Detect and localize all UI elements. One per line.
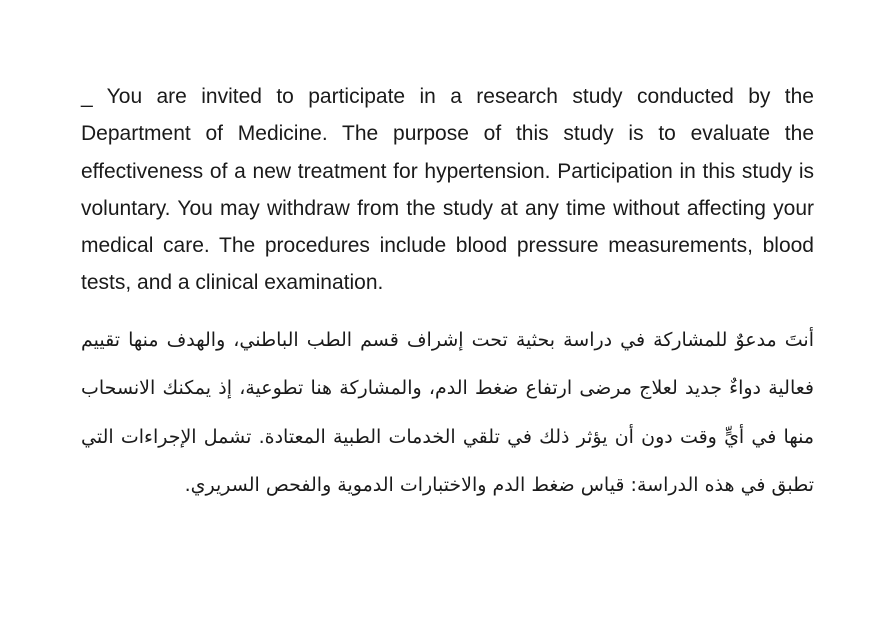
english-paragraph: _ You are invited to participate in a research study conducted by the Department of Medicine. The purpose of this study is to evaluate the effectiveness of a new treatment for hypertension. Participation in this study is voluntary. You may withdraw from the study at any time without affecting your medical care. The procedures include blood pressure measurements, blood tests, and a clinical examination.: [81, 85, 814, 295]
arabic-paragraph: أنتَ مدعوٌ للمشاركة في دراسة بحثية تحت إشراف قسم الطب الباطني، والهدف منها تقييم فعالية دواءٌ جديد لعلاج مرضى ارتفاع ضغط الدم، والمشاركة هنا تطوعية، إذ يمكنك الانسحاب منها في أيٍّ وقت دون أن يؤثر ذلك في تلقي الخدمات الطبية المعتادة. تشمل الإجراءات التي تطبق في هذه الدراسة: قياس ضغط الدم والاختبارات الدموية والفحص السريري.: [81, 328, 814, 497]
consent-document: [81, 78, 814, 510]
